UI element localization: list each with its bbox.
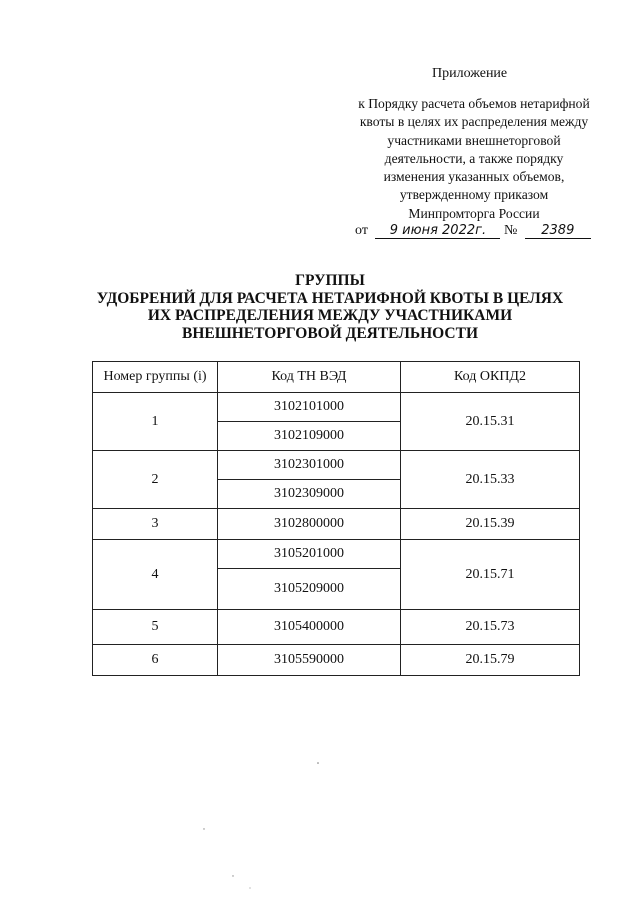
tnved-code-cell: 3102101000 [218,393,401,422]
heading-line: ГРУППЫ [295,272,365,289]
okpd2-code-cell: 20.15.73 [401,610,580,645]
groups-table [92,361,580,676]
appendix-line: квоты в целях их распределения между [359,114,589,130]
document-heading [60,272,600,342]
appendix-line: к Порядку расчета объемов нетарифной [358,96,590,111]
scan-speck [203,828,204,829]
appendix-line: утвержденному приказом [399,187,549,203]
header-cell-okpd2: Код ОКПД2 [401,362,580,393]
table-row [93,540,580,569]
order-line [355,223,591,239]
table-row [93,610,580,645]
tnved-code-cell: 3105590000 [218,645,401,676]
scan-speck [232,875,233,876]
table-header-row [93,362,580,393]
tnved-code-cell: 3102309000 [218,480,401,509]
tnved-code-cell: 3105201000 [218,540,401,569]
scan-speck [249,887,250,888]
okpd2-code-cell: 20.15.31 [401,393,580,451]
okpd2-code-cell: 20.15.71 [401,540,580,610]
table-row [93,393,580,422]
group-number-cell: 1 [93,393,218,451]
tnved-code-cell: 3105400000 [218,610,401,645]
tnved-code-cell: 3102109000 [218,422,401,451]
group-number-cell: 4 [93,540,218,610]
appendix-body [336,95,612,223]
table-row [93,509,580,540]
tnved-code-cell: 3102800000 [218,509,401,540]
heading-line: ИХ РАСПРЕДЕЛЕНИЯ МЕЖДУ УЧАСТНИКАМИ [147,307,513,324]
appendix-title: Приложение [432,66,508,81]
group-number-cell: 2 [93,451,218,509]
group-number-cell: 5 [93,610,218,645]
group-number-cell: 6 [93,645,218,676]
order-date: 9 июня 2022г. [375,223,500,239]
heading-line: ВНЕШНЕТОРГОВОЙ ДЕЯТЕЛЬНОСТИ [181,324,479,342]
number-label: № [503,223,518,238]
heading-line: УДОБРЕНИЙ ДЛЯ РАСЧЕТА НЕТАРИФНОЙ КВОТЫ В ЦЕЛЯХ [96,289,564,307]
appendix-line: участниками внешнеторговой [387,132,561,148]
table-row [93,451,580,480]
order-number: 2389 [525,223,591,239]
appendix-line: Минпромторга России [408,205,540,221]
tnved-code-cell: 3102301000 [218,451,401,480]
okpd2-code-cell: 20.15.79 [401,645,580,676]
okpd2-code-cell: 20.15.33 [401,451,580,509]
okpd2-code-cell: 20.15.39 [401,509,580,540]
header-cell-group: Номер группы (i) [93,362,218,393]
appendix-line: деятельности, а также порядку [384,150,564,166]
from-label: от [355,223,368,238]
group-number-cell: 3 [93,509,218,540]
header-cell-tnved: Код ТН ВЭД [218,362,401,393]
appendix-line: изменения указанных объемов, [383,169,565,185]
table-row [93,645,580,676]
scan-speck [317,762,319,764]
tnved-code-cell: 3105209000 [218,569,401,610]
